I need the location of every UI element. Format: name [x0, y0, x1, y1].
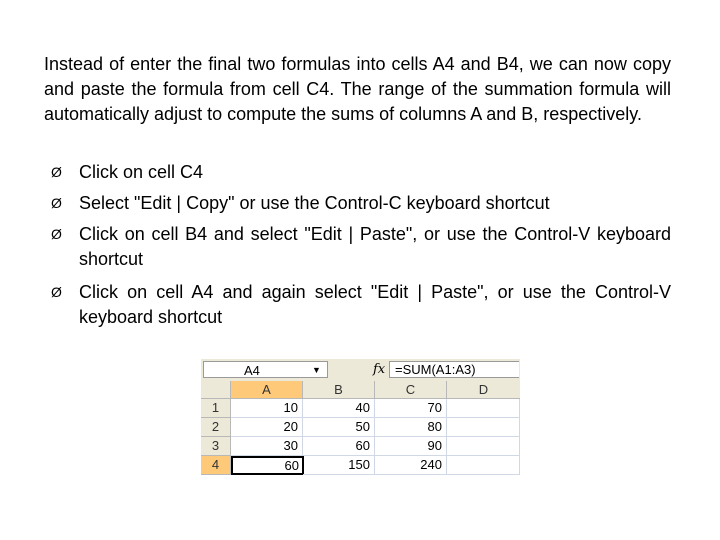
cell-b3[interactable]: 60: [303, 437, 375, 456]
row-header-4[interactable]: 4: [201, 456, 231, 475]
list-item-text: Select "Edit | Copy" or use the Control-C keyboard shortcut: [79, 193, 550, 213]
list-item-text: Click on cell B4 and select "Edit | Paste", or use the Control-V keyboard shortcut: [79, 224, 671, 269]
row-header-3[interactable]: 3: [201, 437, 231, 456]
column-header-a[interactable]: A: [231, 381, 303, 399]
dropdown-arrow-icon[interactable]: ▼: [312, 365, 321, 375]
list-item: [44, 160, 671, 185]
select-all-corner[interactable]: [201, 381, 231, 399]
cell-c4[interactable]: 240: [375, 456, 447, 475]
name-box[interactable]: [203, 361, 328, 378]
cell-b4[interactable]: 150: [303, 456, 375, 475]
instruction-list: [44, 160, 671, 336]
cell-c1[interactable]: 70: [375, 399, 447, 418]
cell-b1[interactable]: 40: [303, 399, 375, 418]
cell-c2[interactable]: 80: [375, 418, 447, 437]
arrow-bullet-icon: Ø: [51, 195, 62, 211]
list-item: [44, 191, 671, 216]
formula-input[interactable]: =SUM(A1:A3): [389, 361, 519, 378]
formula-bar: [201, 359, 520, 382]
column-header-b[interactable]: B: [303, 381, 375, 399]
row-header-1[interactable]: 1: [201, 399, 231, 418]
function-icon[interactable]: fx: [373, 362, 386, 377]
arrow-bullet-icon: Ø: [51, 284, 62, 300]
cell-d1[interactable]: [447, 399, 520, 418]
cell-a3[interactable]: 30: [231, 437, 303, 456]
list-item: [44, 222, 671, 272]
list-item: [44, 280, 671, 330]
list-item-text: Click on cell A4 and again select "Edit | Paste", or use the Control-V keyboard shortcut: [79, 282, 671, 327]
cell-a4-selected[interactable]: 60: [231, 456, 304, 475]
cell-d2[interactable]: [447, 418, 520, 437]
cell-d3[interactable]: [447, 437, 520, 456]
column-header-d[interactable]: D: [447, 381, 520, 399]
intro-paragraph: Instead of enter the final two formulas into cells A4 and B4, we can now copy and paste the formula from cell C4. The range of the summation formula will automatically adjust to compute the sums of columns A and B, respectively.: [44, 54, 671, 124]
spreadsheet-screenshot: [201, 359, 520, 481]
cell-a1[interactable]: 10: [231, 399, 303, 418]
name-box-value: A4: [244, 363, 260, 378]
list-item-text: Click on cell C4: [79, 162, 204, 182]
cell-c3[interactable]: 90: [375, 437, 447, 456]
cell-b2[interactable]: 50: [303, 418, 375, 437]
arrow-bullet-icon: Ø: [51, 164, 62, 180]
cell-d4[interactable]: [447, 456, 520, 475]
column-header-c[interactable]: C: [375, 381, 447, 399]
cell-a2[interactable]: 20: [231, 418, 303, 437]
arrow-bullet-icon: Ø: [51, 226, 62, 242]
row-header-2[interactable]: 2: [201, 418, 231, 437]
